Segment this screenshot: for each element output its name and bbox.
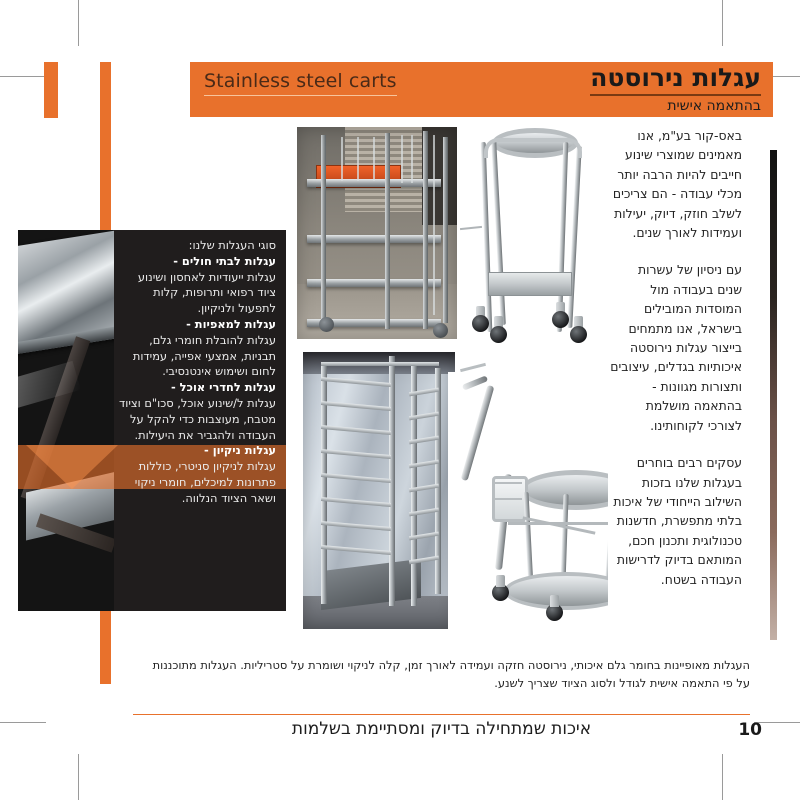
bottom-caption: העגלות מאופיינות בחומר גלם איכותי, נירוסטה חזקה ועמידה לאורך זמן, קלה לניקוי ושומרת על סטריליות. העגלות מתוכננות על פי התאמה אישית לגודל ולסוג הציוד שצריך לשנע.	[152, 658, 750, 690]
cart-type-desc-2: עגלות ל/שינוע אוכל, סכו"ם וציוד מטבח, מעוצבות כדי להקל על העבודה ולהגביר את היעילות.	[119, 395, 276, 442]
cart-type-2-term: עגלות לחדרי אוכל -	[170, 380, 276, 395]
orange-overlay-triangle	[26, 445, 118, 489]
shelving-cart-photo	[297, 127, 457, 339]
crop-mark-bottom-right-vertical	[722, 754, 723, 800]
cart-type-1-term: עגלות למאפיות -	[186, 316, 276, 331]
bowl-trolley-image	[460, 120, 590, 377]
cart-type-0-term: עגלות לבתי חולים -	[173, 253, 276, 268]
body-paragraph-0: באס-קור בע"מ, אנו מאמינים שמוצרי שינוע חייבים להיות הרבה יותר מכלי עבודה - הם צריכים לשלב חוזק, דיוק, יעילות ועמידות לאורך שנים.	[612, 128, 742, 241]
page-edge-image-sliver	[770, 150, 777, 640]
page-subtitle: בהתאמה אישית	[667, 98, 761, 114]
page-title: עגלות נירוסטה	[590, 63, 761, 96]
crop-mark-bottom-left-horizontal	[0, 722, 46, 723]
crop-mark-bottom-left-vertical	[78, 754, 79, 800]
body-paragraph-1: עם ניסיון של עשרות שנים בעבודה מול המוסדות המובילים בישראל, אנו מתמחים בייצור עגלות נירוסטה איכותיות בגדלים, עיצובים ותצורות מגוונות - בהתאמה מושלמת לצורכי לקוחותינו.	[610, 262, 742, 433]
header-title-english: Stainless steel carts	[204, 70, 397, 96]
body-text-column	[610, 126, 742, 607]
pot-trolley-with-handle-image	[448, 372, 608, 642]
cart-type-term-2	[116, 380, 276, 396]
page-header-band	[190, 62, 773, 117]
cart-type-desc-0: עגלות ייעודיות לאחסון ושינוע ציוד רפואי ותרופות, קלות לתפעול ולניקיון.	[137, 269, 276, 316]
cart-type-term-1	[116, 317, 276, 333]
body-paragraph-2: עסקים רבים בוחרים בעגלות שלנו בזכות השילוב הייחודי של איכות בלתי מתפשרת, חדשנות טכנולוגית ותכנון חכם, המותאם בדיוק לדרישות העבודה בשטח.	[613, 455, 742, 587]
cart-types-panel	[18, 230, 286, 611]
cart-type-term-3	[116, 443, 276, 459]
cart-type-desc-3: עגלות לניקיון סניטרי, כוללות פתרונות למיכלים, חומרי ניקוי ושאר הציוד הנלווה.	[134, 459, 276, 505]
cart-type-desc-1: עגלות להובלת חומרי גלם, תבניות, אמצעי אפייה, עמידות לחום ושימוש אינטנסיבי.	[132, 332, 276, 379]
footer-divider	[133, 714, 750, 715]
cart-type-3-term: עגלות ניקיון -	[204, 443, 276, 458]
cart-type-term-0	[116, 254, 276, 270]
footer-slogan: איכות שמתחילה בדיוק ומסתיימת בשלמות	[291, 719, 592, 739]
crop-mark-top-left-vertical	[78, 0, 79, 46]
cart-types-heading: סוגי העגלות שלנו:	[188, 238, 276, 252]
page-number: 10	[738, 720, 762, 740]
crop-mark-top-left-horizontal	[0, 76, 46, 77]
crop-mark-top-right-vertical	[722, 0, 723, 46]
accent-bar-short	[44, 62, 58, 118]
metal-sheet-photo	[18, 230, 114, 611]
cart-types-text	[116, 238, 276, 507]
tray-rack-photo	[303, 352, 455, 629]
